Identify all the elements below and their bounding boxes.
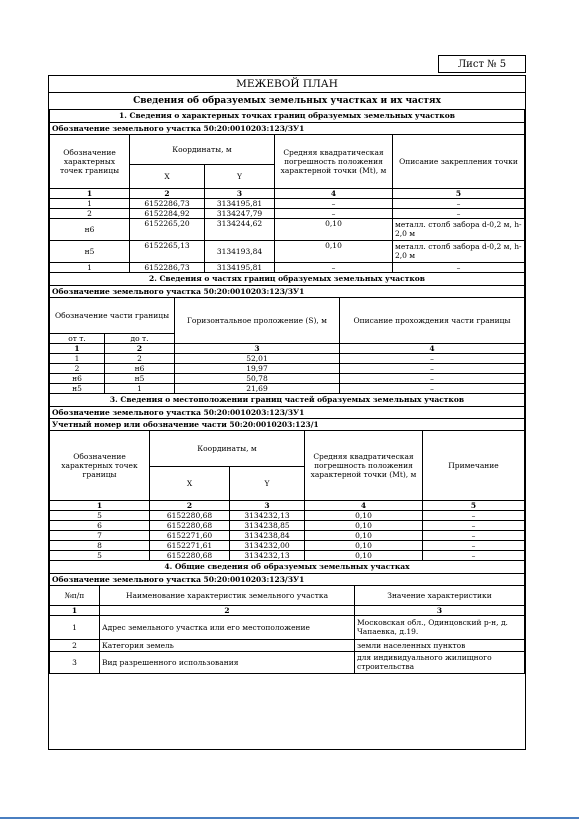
point-error: 0,10 <box>275 218 393 240</box>
section-4-table <box>49 561 525 674</box>
s1-header-error: Средняя квадратическая погрешность положения характерной точки (Mt), м <box>275 134 393 188</box>
point-error: 0,10 <box>305 510 423 520</box>
column-number: 5 <box>393 188 525 198</box>
point-id: 2 <box>50 208 130 218</box>
section-2-parcel-label: Обозначение земельного участка 50:20:0010203:123/ЗУ1 <box>50 285 525 297</box>
segment-length: 52,01 <box>175 353 340 363</box>
column-number: 4 <box>275 188 393 198</box>
table-row <box>50 550 525 560</box>
survey-plan-frame <box>48 75 526 750</box>
column-number: 1 <box>50 343 105 353</box>
point-note: – <box>423 550 525 560</box>
table-row <box>50 530 525 540</box>
coord-x: 6152271,60 <box>150 530 230 540</box>
point-fix: металл. столб забора d-0,2 м, h-2,0 м <box>393 218 525 240</box>
table-row <box>50 383 525 393</box>
s4-header-value: Значение характеристики <box>355 585 525 605</box>
point-id: 1 <box>50 262 130 272</box>
segment-length: 19,97 <box>175 363 340 373</box>
section-3-part-label: Учетный номер или обозначение части 50:20:0010203:123/1 <box>50 418 525 430</box>
title-block <box>49 76 525 110</box>
column-number: 1 <box>50 188 130 198</box>
s3-header-y: Y <box>230 466 305 500</box>
page-title: МЕЖЕВОЙ ПЛАН <box>49 76 525 92</box>
point-id: 6 <box>50 520 150 530</box>
to-point: н5 <box>105 373 175 383</box>
table-row <box>50 639 525 651</box>
point-note: – <box>423 530 525 540</box>
column-number: 2 <box>130 188 205 198</box>
column-number: 3 <box>355 605 525 615</box>
s3-header-error: Средняя квадратическая погрешность положения характерной точки (Mt), м <box>305 430 423 500</box>
column-number: 1 <box>50 500 150 510</box>
column-number: 2 <box>150 500 230 510</box>
s2-header-length: Горизонтальное проложение (S), м <box>175 297 340 343</box>
characteristic-name: Вид разрешенного использования <box>100 651 355 673</box>
row-number: 1 <box>50 615 100 639</box>
coord-x: 6152280,68 <box>150 520 230 530</box>
coord-x: 6152286,73 <box>130 262 205 272</box>
table-row <box>50 208 525 218</box>
segment-desc: – <box>340 383 525 393</box>
section-1-parcel-label: Обозначение земельного участка 50:20:0010203:123/ЗУ1 <box>50 122 525 134</box>
characteristic-name: Адрес земельного участка или его местоположение <box>100 615 355 639</box>
point-id: 5 <box>50 510 150 520</box>
coord-y: 3134232,13 <box>230 550 305 560</box>
section-3-parcel-label: Обозначение земельного участка 50:20:0010203:123/ЗУ1 <box>50 406 525 418</box>
segment-length: 21,69 <box>175 383 340 393</box>
segment-length: 50,78 <box>175 373 340 383</box>
table-row <box>50 373 525 383</box>
s4-header-name: Наименование характеристик земельного участка <box>100 585 355 605</box>
point-error: – <box>275 208 393 218</box>
point-error: 0,10 <box>305 550 423 560</box>
characteristic-value: земли населенных пунктов <box>355 639 525 651</box>
point-error: – <box>275 198 393 208</box>
point-error: 0,10 <box>305 530 423 540</box>
column-number: 1 <box>50 605 100 615</box>
column-number: 3 <box>175 343 340 353</box>
coord-x: 6152280,68 <box>150 510 230 520</box>
coord-x: 6152280,68 <box>150 550 230 560</box>
point-id: 1 <box>50 198 130 208</box>
column-number: 4 <box>305 500 423 510</box>
to-point: н6 <box>105 363 175 373</box>
row-number: 2 <box>50 639 100 651</box>
characteristic-value: для индивидуального жилищного строительства <box>355 651 525 673</box>
to-point: 1 <box>105 383 175 393</box>
section-1-table <box>49 110 525 273</box>
row-number: 3 <box>50 651 100 673</box>
coord-x: 6152286,73 <box>130 198 205 208</box>
from-point: н6 <box>50 373 105 383</box>
page-subtitle: Сведения об образуемых земельных участках и их частях <box>49 92 525 109</box>
bottom-divider <box>0 817 579 819</box>
coord-x: 6152265,13 <box>130 240 205 262</box>
table-row <box>50 510 525 520</box>
table-row <box>50 262 525 272</box>
coord-y: 3134195,81 <box>205 262 275 272</box>
table-row <box>50 363 525 373</box>
s2-header-to: до т. <box>105 333 175 343</box>
from-point: н5 <box>50 383 105 393</box>
s1-header-point: Обозначение характерных точек границы <box>50 134 130 188</box>
coord-y: 3134232,00 <box>230 540 305 550</box>
section-3-table <box>49 394 525 561</box>
column-number: 3 <box>230 500 305 510</box>
table-row <box>50 353 525 363</box>
segment-desc: – <box>340 353 525 363</box>
from-point: 2 <box>50 363 105 373</box>
section-2-heading: 2. Сведения о частях границ образуемых земельных участков <box>50 273 525 286</box>
point-note: – <box>423 510 525 520</box>
point-fix: – <box>393 208 525 218</box>
section-4-parcel-label: Обозначение земельного участка 50:20:0010203:123/ЗУ1 <box>50 573 525 585</box>
s1-header-fix: Описание закрепления точки <box>393 134 525 188</box>
table-row <box>50 520 525 530</box>
table-row <box>50 218 525 240</box>
segment-desc: – <box>340 363 525 373</box>
s3-header-coords: Координаты, м <box>150 430 305 466</box>
table-row <box>50 651 525 673</box>
table-row <box>50 615 525 639</box>
table-row <box>50 240 525 262</box>
coord-y: 3134238,84 <box>230 530 305 540</box>
s3-header-point: Обозначение характерных точек границы <box>50 430 150 500</box>
section-1-heading: 1. Сведения о характерных точках границ образуемых земельных участков <box>50 110 525 123</box>
point-fix: – <box>393 262 525 272</box>
coord-x: 6152271,61 <box>150 540 230 550</box>
point-id: н6 <box>50 218 130 240</box>
s4-header-num: №п/п <box>50 585 100 605</box>
s2-header-from: от т. <box>50 333 105 343</box>
point-id: 5 <box>50 550 150 560</box>
point-fix: – <box>393 198 525 208</box>
s1-header-x: X <box>130 164 205 188</box>
column-number: 2 <box>100 605 355 615</box>
coord-y: 3134244,62 <box>205 218 275 240</box>
point-error: 0,10 <box>305 540 423 550</box>
point-id: 7 <box>50 530 150 540</box>
point-note: – <box>423 520 525 530</box>
section-2-table <box>49 273 525 394</box>
point-fix: металл. столб забора d-0,2 м, h-2,0 м <box>393 240 525 262</box>
s3-header-x: X <box>150 466 230 500</box>
s2-header-desc: Описание прохождения части границы <box>340 297 525 343</box>
characteristic-value: Московская обл., Одинцовский р-н, д. Чапаевка, д.19. <box>355 615 525 639</box>
table-row <box>50 540 525 550</box>
point-error: 0,10 <box>275 240 393 262</box>
point-id: н5 <box>50 240 130 262</box>
sheet-number: Лист № 5 <box>438 55 526 73</box>
s1-header-y: Y <box>205 164 275 188</box>
to-point: 2 <box>105 353 175 363</box>
column-number: 2 <box>105 343 175 353</box>
coord-y: 3134193,84 <box>205 240 275 262</box>
column-number: 5 <box>423 500 525 510</box>
section-3-heading: 3. Сведения о местоположении границ частей образуемых земельных участков <box>50 394 525 407</box>
coord-x: 6152284,92 <box>130 208 205 218</box>
point-error: – <box>275 262 393 272</box>
from-point: 1 <box>50 353 105 363</box>
coord-y: 3134195,81 <box>205 198 275 208</box>
point-error: 0,10 <box>305 520 423 530</box>
section-4-heading: 4. Общие сведения об образуемых земельных участках <box>50 561 525 574</box>
point-id: 8 <box>50 540 150 550</box>
segment-desc: – <box>340 373 525 383</box>
column-number: 4 <box>340 343 525 353</box>
s2-header-part: Обозначение части границы <box>50 297 175 333</box>
coord-y: 3134247,79 <box>205 208 275 218</box>
point-note: – <box>423 540 525 550</box>
s3-header-note: Примечание <box>423 430 525 500</box>
coord-x: 6152265,20 <box>130 218 205 240</box>
coord-y: 3134238,85 <box>230 520 305 530</box>
characteristic-name: Категория земель <box>100 639 355 651</box>
coord-y: 3134232,13 <box>230 510 305 520</box>
s1-header-coords: Координаты, м <box>130 134 275 164</box>
table-row <box>50 198 525 208</box>
column-number: 3 <box>205 188 275 198</box>
